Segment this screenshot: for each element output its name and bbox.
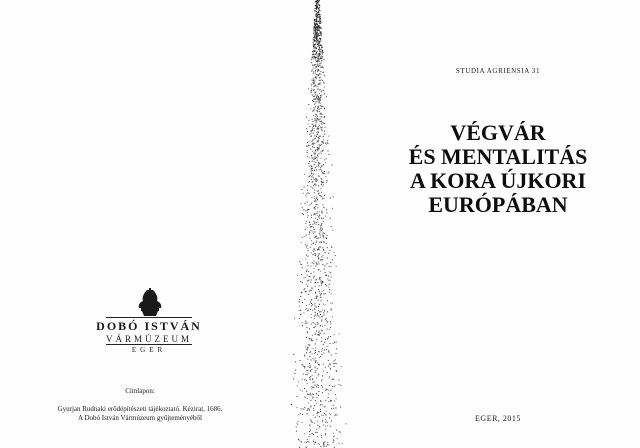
title-line-4: EURÓPÁBAN [428,192,568,217]
credits-line-1: Gyurjan Rudnaki erődépítészeti tájékoztató. Kézirat, 1686. [57,405,223,413]
cover-credits [20,387,260,423]
title-line-1: VÉGVÁR [450,120,546,145]
spine-texture [278,0,356,448]
imprint: EGER, 2015 [475,414,521,423]
logo-top-rule [106,317,192,318]
museum-name: DOBÓ ISTVÁN [96,319,202,333]
credits-heading: Címlapon: [125,387,155,395]
museum-subtitle: VÁRMÚZEUM [105,334,192,344]
left-page [0,0,280,448]
title-line-2: ÉS MENTALITÁS [408,144,588,169]
right-page [356,0,640,448]
credits-line-2: A Dobó István Vármúzeum gyűjteményéből [78,414,202,422]
museum-city: EGER [131,346,167,354]
book-title [356,121,640,217]
logo-mid-rule [106,344,192,345]
title-line-3: A KORA ÚJKORI [409,168,587,193]
series-label: STUDIA AGRIENSIA 31 [455,67,541,75]
